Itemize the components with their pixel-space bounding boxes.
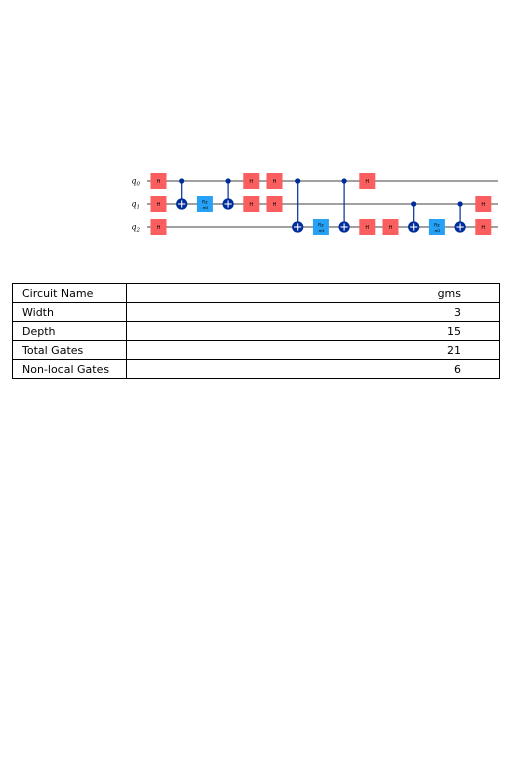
gate-label: H [365,225,370,231]
row-value: 15 [127,322,500,341]
rz-gate [197,196,213,212]
cnot-gate [408,201,419,232]
qubit-label-index: 2 [136,227,140,234]
hadamard-gate [151,196,167,212]
table-row [13,284,500,303]
qubit-label [131,177,140,188]
gate-label: H [156,179,161,185]
row-key: Width [13,303,127,322]
qubit-label-index: 0 [136,181,140,188]
gate-label: H [156,202,161,208]
gate-label: H [481,202,486,208]
row-value: 6 [127,360,500,379]
row-key: Total Gates [13,341,127,360]
row-key: Circuit Name [13,284,127,303]
gate-label: H [249,179,254,185]
hadamard-gate [359,219,375,235]
qubit-label [131,223,140,234]
table-row [13,303,500,322]
gate-label: Rz [434,223,440,229]
qubit-label-name: q [131,199,137,209]
row-value: 21 [127,341,500,360]
gate-param: -π/2 [433,229,441,233]
hadamard-gate [475,196,491,212]
gate-label: H [272,179,277,185]
row-key: Depth [13,322,127,341]
hadamard-gate [243,196,259,212]
qubit-label [131,200,140,211]
gate-label: H [156,225,161,231]
hadamard-gate [151,219,167,235]
hadamard-gate [475,219,491,235]
gate-param: -π/4 [201,206,209,210]
cnot-gate [339,178,350,232]
cnot-gate [455,201,466,232]
row-value: 3 [127,303,500,322]
cnot-control-dot [458,201,463,206]
gate-label: H [388,225,393,231]
hadamard-gate [267,173,283,189]
cnot-control-dot [342,178,347,183]
qubit-label-name: q [131,176,137,186]
gate-label: Rz [318,223,324,229]
hadamard-gate [359,173,375,189]
cnot-control-dot [226,178,231,183]
qubit-label-name: q [131,222,137,232]
gate-param: -π/4 [317,229,325,233]
cnot-gate [176,178,187,209]
gate-label: Rz [202,200,208,206]
table-row [13,360,500,379]
cnot-control-dot [295,178,300,183]
table-row [13,341,500,360]
row-value: gms [127,284,500,303]
cnot-gate [223,178,234,209]
gate-label: H [365,179,370,185]
hadamard-gate [151,173,167,189]
circuit-info-table [12,283,500,379]
table-row [13,322,500,341]
gate-label: H [481,225,486,231]
row-key: Non-local Gates [13,360,127,379]
hadamard-gate [243,173,259,189]
gate-label: H [272,202,277,208]
cnot-control-dot [411,201,416,206]
cnot-control-dot [179,178,184,183]
cnot-gate [292,178,303,232]
rz-gate [429,219,445,235]
qubit-label-index: 1 [136,204,140,211]
rz-gate [313,219,329,235]
hadamard-gate [383,219,399,235]
circuit-diagram [0,0,512,280]
gate-label: H [249,202,254,208]
hadamard-gate [267,196,283,212]
